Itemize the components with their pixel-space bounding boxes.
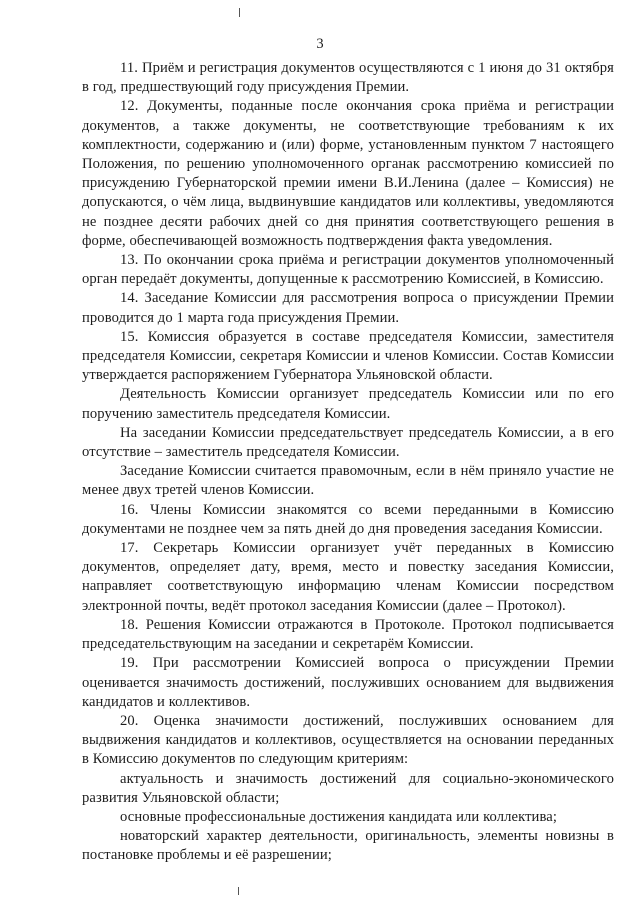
paragraph-16: 16. Члены Комиссии знакомятся со всеми переданными в Комиссию документами не позднее чем за пять дней до дня проведения заседания Комиссии. bbox=[82, 501, 614, 537]
paragraph-11: 11. Приём и регистрация документов осуществляются с 1 июня до 31 октября в год, предшествующий году присуждения Премии. bbox=[82, 60, 614, 96]
paragraph-15-quorum: Заседание Комиссии считается правомочным, если в нём приняло участие не менее двух третей членов Комиссии. bbox=[82, 463, 614, 499]
paragraph-20: 20. Оценка значимости достижений, послуживших основанием для выдвижения кандидатов и коллективов, осуществляется на основании переданных в Комиссию документов по следующим критериям: bbox=[82, 712, 614, 768]
paragraph-15-chairing: На заседании Комиссии председательствует председатель Комиссии, а в его отсутствие – заместитель председателя Комиссии. bbox=[82, 424, 614, 461]
paragraph-15: 15. Комиссия образуется в составе председателя Комиссии, заместителя председателя Комиссии, секретаря Комиссии и членов Комиссии. Состав Комиссии утверждается распоряжением Губернатора Ульяновской области. bbox=[82, 328, 614, 384]
scan-mark-top bbox=[239, 8, 240, 17]
paragraph-18: 18. Решения Комиссии отражаются в Протоколе. Протокол подписывается председательствующим на заседании и секретарём Комиссии. bbox=[82, 616, 614, 653]
criterion-achievements: основные профессиональные достижения кандидата или коллектива; bbox=[120, 808, 557, 825]
paragraph-17: 17. Секретарь Комиссии организует учёт переданных в Комиссию документов, определяет дату, время, место и повестку заседания Комиссии, направляет соответствующую информацию членам Комиссии посредством электронной почты, ведёт протокол заседания Комиссии (далее – Протокол). bbox=[82, 540, 614, 614]
paragraph-14: 14. Заседание Комиссии для рассмотрения вопроса о присуждении Премии проводится до 1 марта года присуждения Премии. bbox=[82, 290, 614, 326]
criterion-innovation: новаторский характер деятельности, оригинальность, элементы новизны в постановке проблемы и её разрешении; bbox=[82, 828, 614, 864]
criterion-relevance: актуальность и значимость достижений для социально-экономического развития Ульяновской области; bbox=[82, 770, 614, 806]
paragraph-19: 19. При рассмотрении Комиссией вопроса о присуждении Премии оценивается значимость достижений, послуживших основанием для выдвижения кандидатов и коллективов. bbox=[82, 655, 614, 710]
paragraph-15-organization: Деятельность Комиссии организует председатель Комиссии или по его поручению заместитель председателя Комиссии. bbox=[82, 386, 614, 422]
scan-mark-bottom bbox=[238, 887, 239, 895]
paragraph-13: 13. По окончании срока приёма и регистрации документов уполномоченный орган передаёт документы, допущенные к рассмотрению Комиссией, в Комиссию. bbox=[82, 252, 614, 288]
page-number: 3 bbox=[316, 36, 324, 52]
paragraph-12: 12. Документы, поданные после окончания срока приёма и регистрации документов, а также документы, не соответствующие требованиям к их комплектности, содержанию и (или) форме, установленным пунктом 7 настоящего Положения, по решению уполномоченного органак рассмотрению комиссией по присуждению Губернаторской премии имени В.И.Ленина (далее – Комиссия) не допускаются, о чём лица, выдвинувшие кандидатов или коллективы, уведомляются не позднее десяти рабочих дней со дня принятия соответствующего решения в форме, обеспечивающей возможность подтверждения факта уведомления. bbox=[82, 98, 614, 249]
document-body bbox=[82, 59, 614, 866]
